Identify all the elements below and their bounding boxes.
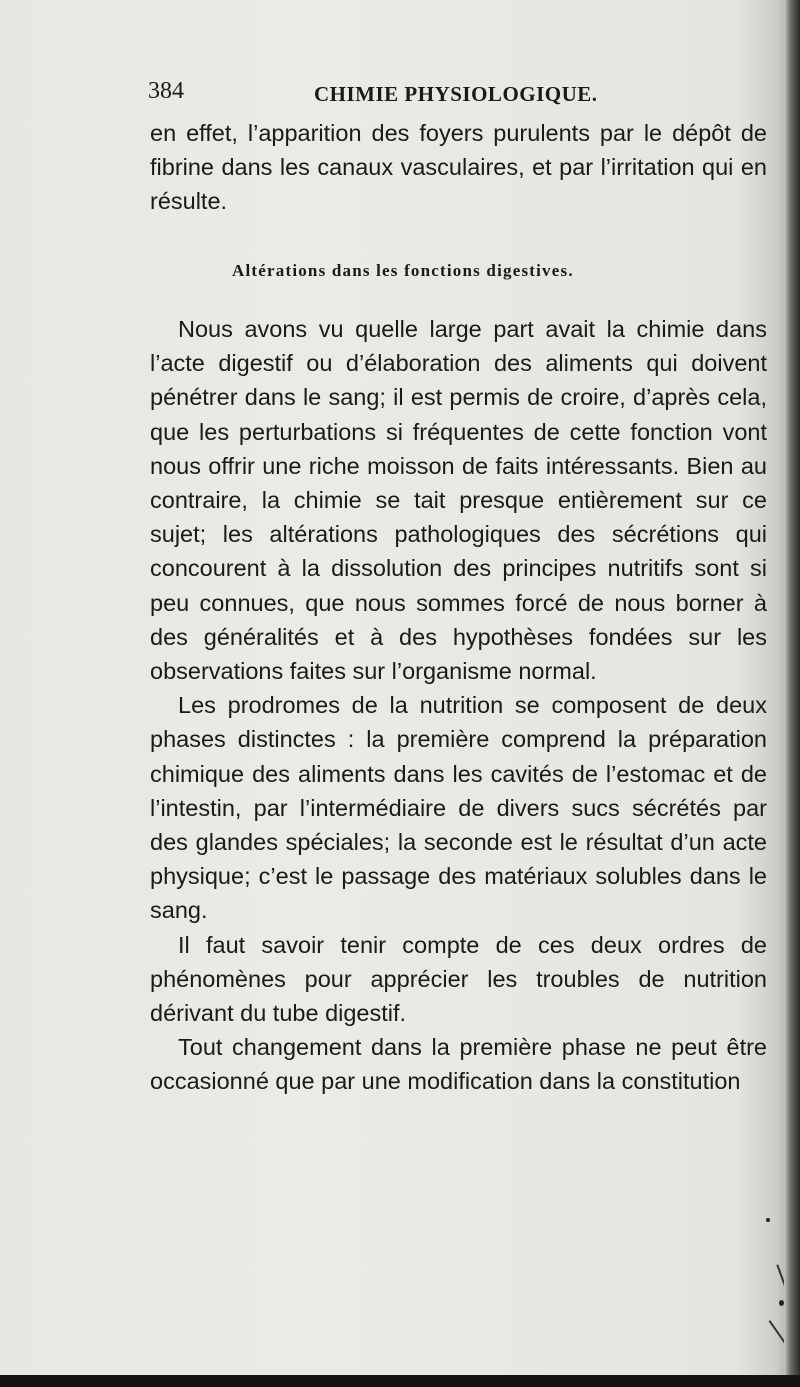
section-body bbox=[150, 312, 767, 1099]
page-header bbox=[148, 78, 768, 112]
opening-paragraph: en effet, l’apparition des foyers purulents par le dépôt de fibrine dans les canaux vasculaires, et par l’irritation qui en résulte. bbox=[150, 120, 767, 215]
paragraph-2: Les prodromes de la nutrition se composent de deux phases distinctes : la première comprend la préparation chimique des aliments dans les cavités de l’estomac et de l’intestin, par l’intermédiaire de divers sucs sécrétés par des glandes spéciales; la seconde est le résultat d’un acte physique; c’est le passage des matériaux solubles dans le sang. bbox=[150, 692, 767, 924]
page-number: 384 bbox=[148, 78, 184, 104]
paragraph-1: Nous avons vu quelle large part avait la chimie dans l’acte digestif ou d’élaboration des aliments qui doivent pénétrer dans le sang; il est permis de croire, d’après cela, que les perturbations si fréquentes de cette fonction vont nous offrir une riche moisson de faits intéressants. Bien au contraire, la chimie se tait presque entièrement sur ce sujet; les altérations pathologiques des sécrétions qui concourent à la dissolution des principes nutritifs sont si peu connues, que nous sommes forcé de nous borner à des généralités et à des hypothèses fondées sur les observations faites sur l’organisme normal. bbox=[150, 316, 767, 685]
ink-speck bbox=[766, 1218, 770, 1222]
bottom-edge bbox=[0, 1375, 800, 1387]
running-title: CHIMIE PHYSIOLOGIQUE. bbox=[314, 82, 598, 106]
section-heading: Altérations dans les fonctions digestives. bbox=[232, 261, 574, 280]
paragraph-4: Tout changement dans la première phase ne peut être occasionné que par une modification dans la constitution bbox=[150, 1034, 767, 1095]
opening-text-block bbox=[150, 116, 767, 219]
page-binding-edge bbox=[784, 0, 800, 1387]
paragraph-3: Il faut savoir tenir compte de ces deux ordres de phénomènes pour apprécier les troubles de nutrition dérivant du tube digestif. bbox=[150, 931, 767, 1027]
